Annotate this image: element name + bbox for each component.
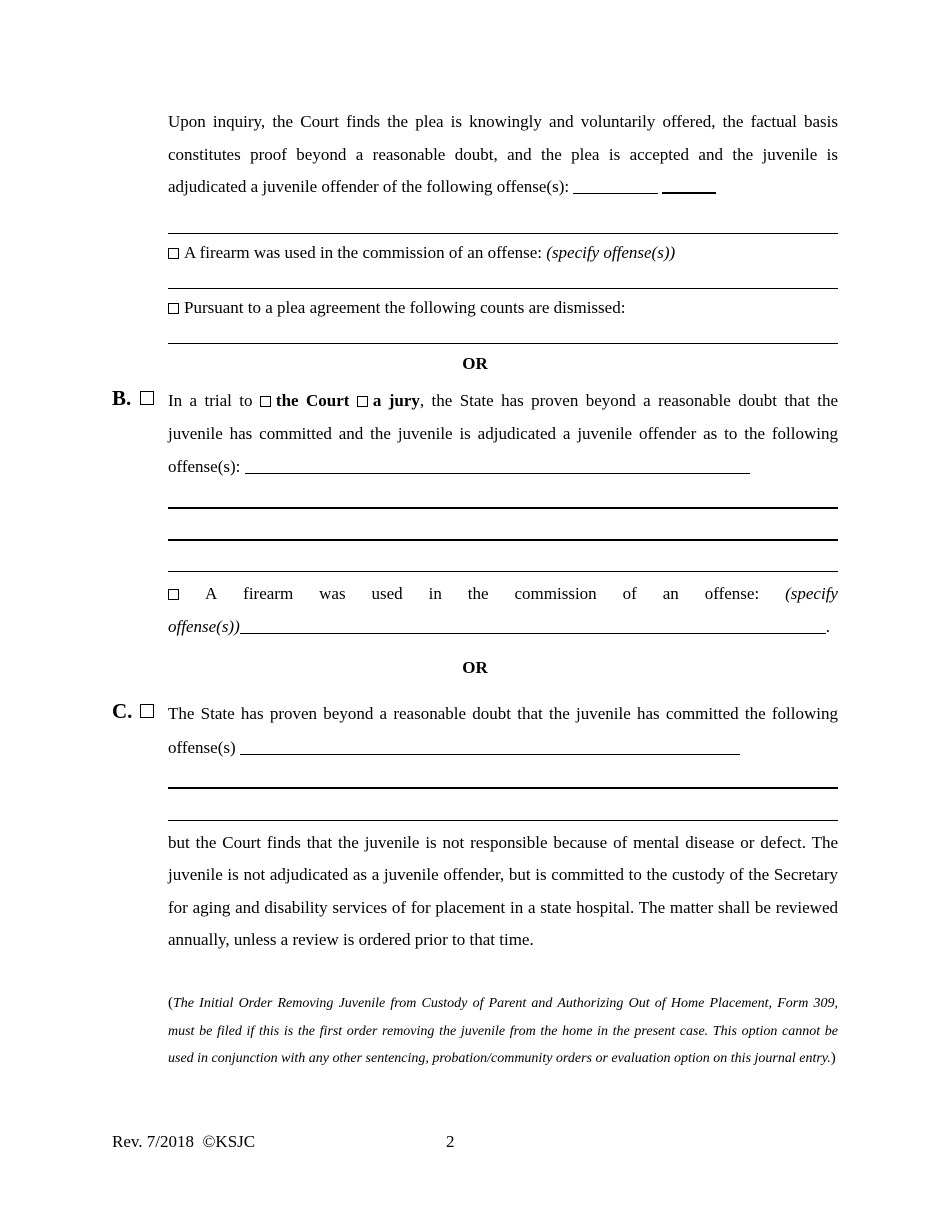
firearm-word: of — [622, 584, 637, 603]
offense-blank-b[interactable] — [245, 457, 750, 474]
form-309-note-text: The Initial Order Removing Juvenile from Custody of Parent and Authorizing Out of Home Placement, Form 309, must be filed if this is the first order removing the juvenile from the home in the present case. This option cannot be used in conjunction with any other sentencing, probation/community orders or evaluation option on this journal entry. — [168, 996, 838, 1066]
section-b-letter: B. — [112, 386, 132, 410]
offense-line-c2[interactable] — [168, 820, 838, 821]
section-c-letter: C. — [112, 699, 133, 723]
trial-jury-label: a jury — [372, 391, 420, 410]
firearm-word: commission — [514, 584, 597, 603]
firearm-row-b — [168, 583, 838, 605]
or-divider-2: OR — [462, 658, 488, 677]
note-open-paren: ( — [168, 995, 173, 1011]
firearm-row-b-cont: offense(s)) . — [168, 617, 831, 636]
dismissed-line[interactable] — [168, 343, 838, 344]
firearm-word: offense: — [704, 584, 760, 603]
offense-line-a[interactable] — [168, 233, 838, 234]
offense-blank[interactable] — [573, 177, 658, 194]
firearm-specify-b-2: offense(s)) — [168, 617, 240, 636]
firearm-line-a[interactable] — [168, 288, 838, 289]
firearm-word: in — [428, 584, 442, 603]
page-number: 2 — [446, 1132, 455, 1151]
dismissed-checkbox[interactable] — [168, 303, 179, 314]
firearm-word: the — [467, 584, 489, 603]
dismissed-label: Pursuant to a plea agreement the following counts are dismissed: — [184, 298, 626, 317]
offense-line-b3[interactable] — [168, 571, 838, 572]
section-b-suffix: , the State has proven beyond a reasonable doubt that the juvenile has committed and the juvenile is adjudicated a juvenile offender as to the following offense(s): — [168, 391, 838, 476]
trial-jury-checkbox[interactable] — [357, 396, 368, 407]
section-c-body: but the Court finds that the juvenile is not responsible because of mental disease or defect. The juvenile is not adjudicated as a juvenile offender, but is committed to the custody of the Secretary for aging and disability services of for placement in a state hospital. The matter shall be reviewed annually, unless a review is ordered prior to that time. — [168, 833, 838, 949]
section-c-container — [140, 703, 159, 723]
section-b-paragraph — [168, 384, 838, 483]
firearm-word: firearm — [243, 584, 294, 603]
note-close-paren: ) — [830, 1050, 836, 1066]
section-c-paragraph — [168, 697, 838, 765]
trial-court-label: the Court — [275, 391, 350, 410]
or-divider-1: OR — [462, 354, 488, 373]
offense-line-b1[interactable] — [168, 507, 838, 509]
firearm-checkbox-b-wrap — [168, 583, 179, 605]
firearm-specify-a: (specify offense(s)) — [546, 243, 676, 262]
firearm-specify-b: (specify — [785, 584, 838, 603]
firearm-checkbox-b[interactable] — [168, 589, 179, 600]
firearm-word: was — [319, 584, 346, 603]
offense-blank-c[interactable] — [240, 738, 740, 755]
section-c-checkbox[interactable] — [140, 704, 154, 718]
offense-line-b2[interactable] — [168, 539, 838, 541]
offense-line-c1[interactable] — [168, 787, 838, 789]
firearm-word: A — [204, 584, 218, 603]
plea-accepted-text: Upon inquiry, the Court finds the plea is knowingly and voluntarily offered, the factual basis constitutes proof beyond a reasonable doubt, and the plea is accepted and the juvenile is adjudicated a juvenile offender of the following offense(s): — [168, 112, 838, 196]
offense-blank-end[interactable] — [662, 176, 716, 194]
copyright: ©KSJC — [202, 1132, 256, 1151]
dismissed-row — [168, 297, 838, 319]
firearm-label-a: A firearm was used in the commission of an offense: — [184, 243, 543, 262]
section-b-checkbox[interactable] — [140, 391, 154, 405]
firearm-word: used — [371, 584, 403, 603]
form-309-note — [168, 990, 838, 1073]
firearm-word: an — [662, 584, 679, 603]
revision-date: Rev. 7/2018 — [112, 1132, 195, 1151]
plea-accepted-paragraph — [168, 106, 838, 204]
firearm-row-a — [168, 242, 838, 264]
section-b-prefix: In a trial to — [168, 391, 253, 410]
footer-revision — [112, 1132, 255, 1152]
firearm-checkbox-a[interactable] — [168, 248, 179, 259]
section-c-text: The State has proven beyond a reasonable doubt that the juvenile has committed the following offense(s) — [168, 704, 838, 757]
trial-court-checkbox[interactable] — [260, 396, 271, 407]
firearm-blank-b[interactable] — [240, 617, 826, 634]
section-b-container — [140, 390, 159, 410]
